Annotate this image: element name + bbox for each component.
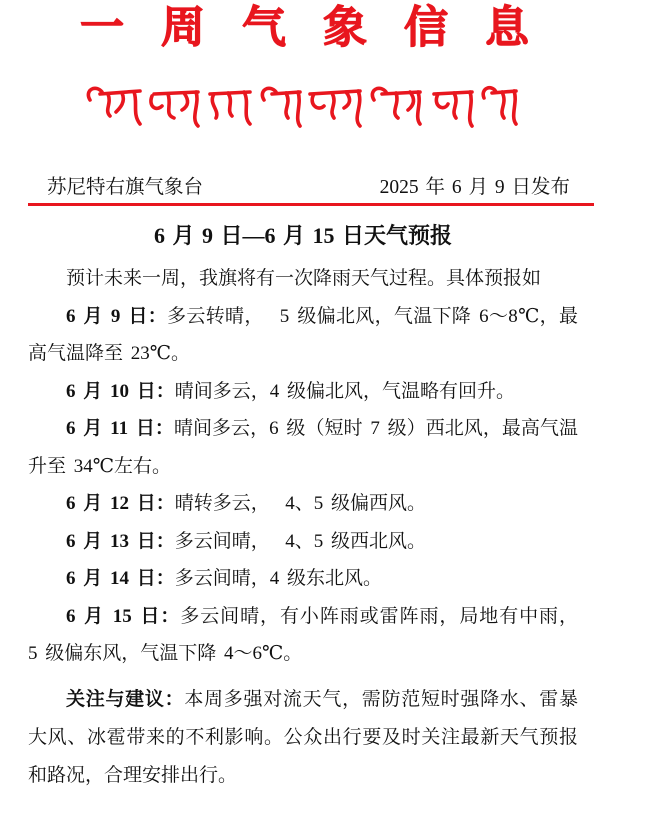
advice-line bbox=[28, 719, 578, 757]
forecast-date: 6 月 11 日： bbox=[66, 418, 174, 439]
forecast-line bbox=[28, 598, 578, 636]
forecast-text: 多云间晴，有小阵雨或雷阵雨，局地有中雨， bbox=[180, 605, 578, 627]
forecast-text: 多云间晴，4 级东北风。 bbox=[174, 568, 383, 589]
forecast-date: 6 月 9 日： bbox=[66, 305, 168, 327]
masthead-title: 一周气象信息 bbox=[80, 2, 566, 53]
forecast-date: 6 月 15 日： bbox=[66, 605, 181, 627]
forecast-day-1 bbox=[28, 298, 578, 373]
forecast-text: 5 级偏东风，气温下降 4～6℃。 bbox=[28, 643, 303, 664]
forecast-text: 高气温降至 23℃。 bbox=[28, 343, 191, 364]
advice-line bbox=[28, 757, 578, 795]
forecast-line bbox=[28, 298, 578, 336]
forecast-day-4 bbox=[28, 485, 578, 523]
forecast-text: 升至 34℃左右。 bbox=[28, 455, 172, 477]
forecast-line-continued bbox=[28, 335, 578, 373]
issuer-name: 苏尼特右旗气象台 bbox=[47, 177, 204, 198]
mongolian-word-6 bbox=[372, 88, 420, 124]
issue-date: 2025 年 6 月 9 日发布 bbox=[379, 177, 570, 198]
advice-text: 和路况，合理安排出行。 bbox=[28, 765, 238, 786]
mongolian-word-1 bbox=[88, 88, 140, 124]
mongolian-word-5 bbox=[310, 91, 360, 126]
forecast-heading: 6 月 9 日—6 月 15 日天气预报 bbox=[153, 223, 452, 248]
mongolian-word-8 bbox=[483, 88, 516, 124]
forecast-line bbox=[28, 560, 578, 598]
forecast-line-continued bbox=[28, 635, 578, 673]
advice-paragraph bbox=[28, 681, 578, 795]
forecast-line bbox=[28, 373, 578, 411]
mongolian-word-4 bbox=[262, 88, 300, 126]
advice-label: 关注与建议： bbox=[66, 689, 185, 710]
forecast-line-continued bbox=[28, 448, 578, 486]
forecast-text: 多云转晴， 5 级偏北风，气温下降 6～8℃，最 bbox=[167, 305, 578, 327]
forecast-day-7 bbox=[28, 598, 578, 673]
advice-line bbox=[28, 681, 578, 719]
advice-text: 大风、冰雹带来的不利影响。公众出行要及时关注最新天气预报 bbox=[28, 727, 578, 748]
forecast-date: 6 月 12 日： bbox=[66, 493, 175, 514]
mongolian-word-7 bbox=[434, 92, 472, 126]
forecast-line bbox=[28, 485, 578, 523]
forecast-line bbox=[28, 410, 578, 448]
forecast-day-3 bbox=[28, 410, 578, 485]
forecast-date: 6 月 14 日： bbox=[66, 568, 175, 589]
forecast-text: 晴转多云， 4、5 级偏西风。 bbox=[174, 493, 427, 514]
mongolian-word-2 bbox=[151, 92, 198, 126]
forecast-body bbox=[28, 260, 578, 673]
advice-text: 本周多强对流天气，需防范短时强降水、雷暴 bbox=[184, 689, 578, 710]
intro-line bbox=[28, 260, 578, 298]
forecast-text: 晴间多云，6 级（短时 7 级）西北风，最高气温 bbox=[173, 418, 578, 439]
forecast-date: 6 月 13 日： bbox=[66, 530, 175, 552]
forecast-text: 多云间晴， 4、5 级西北风。 bbox=[174, 530, 427, 552]
mongolian-title-graphic bbox=[82, 80, 522, 130]
forecast-line bbox=[28, 523, 578, 561]
forecast-text: 晴间多云，4 级偏北风，气温略有回升。 bbox=[174, 380, 516, 402]
forecast-day-6 bbox=[28, 560, 578, 598]
intro-paragraph bbox=[28, 260, 578, 298]
intro-text: 预计未来一周，我旗将有一次降雨天气过程。具体预报如 bbox=[66, 268, 542, 289]
mongolian-word-3 bbox=[210, 92, 250, 124]
forecast-date: 6 月 10 日： bbox=[66, 380, 175, 402]
forecast-day-2 bbox=[28, 373, 578, 411]
forecast-day-5 bbox=[28, 523, 578, 561]
header-divider bbox=[28, 203, 594, 206]
